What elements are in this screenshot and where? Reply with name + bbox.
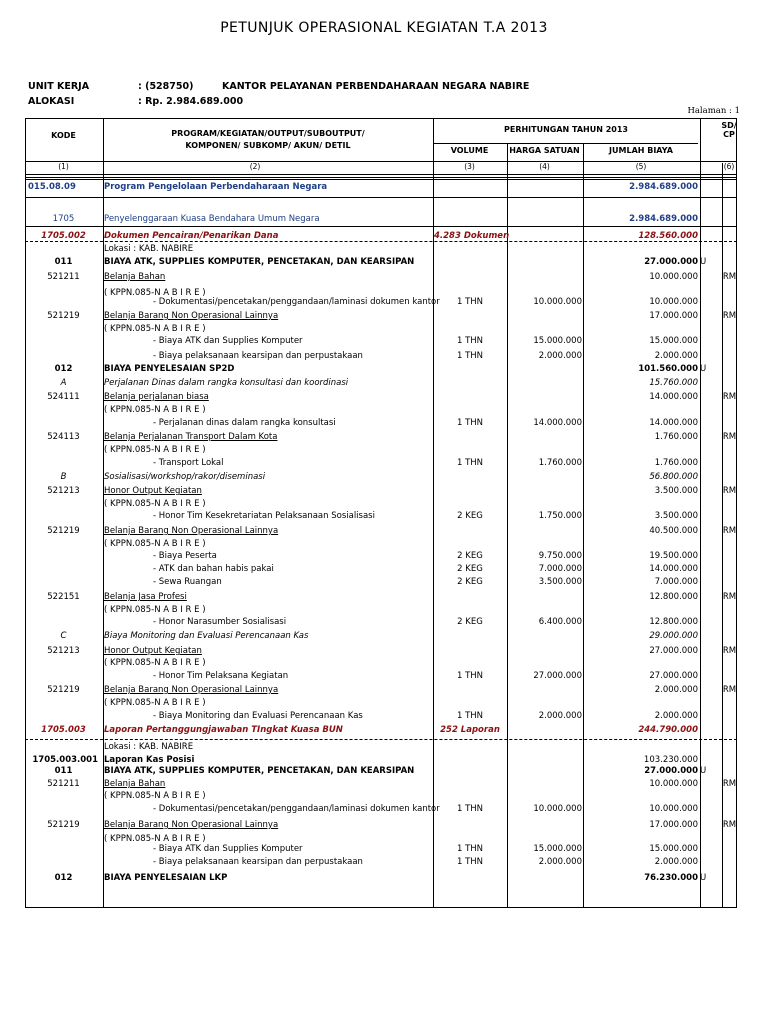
row-code: 522151: [47, 592, 80, 602]
table-row: [25, 563, 737, 576]
row-harga-satuan: 2.000.000: [538, 351, 582, 361]
row-jumlah-biaya: 12.800.000: [649, 592, 698, 602]
row-description: - Honor Tim Kesekretariatan Pelaksanaan Sosialisasi: [153, 511, 375, 521]
row-jumlah-biaya: 14.000.000: [649, 392, 698, 402]
row-jumlah-biaya: 27.000.000: [649, 646, 698, 656]
row-description: Laporan Pertanggungjawaban TIngkat Kuasa BUN: [104, 725, 343, 735]
col-num-5: (5): [635, 162, 647, 171]
row-code: A: [60, 378, 67, 388]
row-harga-satuan: 10.000.000: [533, 297, 582, 307]
table-row: [25, 630, 737, 643]
row-harga-satuan: 1.750.000: [538, 511, 582, 521]
table-row: [25, 471, 737, 484]
document-title: PETUNJUK OPERASIONAL KEGIATAN T.A 2013: [220, 20, 548, 36]
row-jumlah-biaya: 2.984.689.000: [629, 182, 698, 192]
row-harga-satuan: 9.750.000: [538, 551, 582, 561]
row-description: Lokasi : KAB. NABIRE: [104, 742, 194, 752]
table-row: [25, 819, 737, 832]
row-code: 1705.003: [41, 725, 86, 735]
row-jumlah-biaya: 3.500.000: [654, 486, 698, 496]
alokasi-value: : Rp. 2.984.689.000: [138, 96, 244, 107]
row-description: Laporan Kas Posisi: [104, 755, 195, 765]
row-description: ( KPPN.085-N A B I R E ): [104, 834, 206, 844]
table-row: [25, 510, 737, 523]
row-description: ( KPPN.085-N A B I R E ): [104, 658, 206, 668]
table-row: [25, 670, 737, 683]
row-volume: 1 THN: [456, 804, 484, 814]
row-jumlah-biaya: 3.500.000: [654, 511, 698, 521]
row-harga-satuan: 10.000.000: [533, 804, 582, 814]
row-description: Program Pengelolaan Perbendaharaan Negara: [104, 182, 328, 192]
table-row: [25, 457, 737, 470]
table-row: [25, 657, 737, 670]
row-code: 524113: [47, 432, 80, 442]
row-code: 521213: [47, 486, 80, 496]
row-volume: 2 KEG: [457, 551, 483, 561]
row-volume: 252 Laporan: [440, 725, 500, 735]
row-code: 521219: [47, 820, 80, 830]
row-code: 524111: [47, 392, 80, 402]
table-row: [25, 213, 737, 226]
col-num-6: (6): [723, 162, 735, 171]
row-volume: 1 THN: [456, 297, 484, 307]
row-sd: U: [700, 766, 707, 776]
row-jumlah-biaya: 76.230.000: [644, 873, 698, 883]
row-jumlah-biaya: 14.000.000: [649, 418, 698, 428]
row-jumlah-biaya: 103.230.000: [643, 755, 698, 765]
row-volume: 1 THN: [456, 351, 484, 361]
table-row: [25, 243, 737, 256]
unit-kerja-label: UNIT KERJA: [28, 81, 90, 92]
row-code: C: [60, 631, 67, 641]
row-cp: RM: [722, 779, 737, 789]
header-perhitungan: PERHITUNGAN TAHUN 2013: [503, 125, 628, 134]
table-row: [25, 856, 737, 869]
row-description: ( KPPN.085-N A B I R E ): [104, 698, 206, 708]
table-row: [25, 417, 737, 430]
table-row: [25, 485, 737, 498]
row-volume: 2 KEG: [457, 617, 483, 627]
row-harga-satuan: 7.000.000: [538, 564, 582, 574]
row-description: Penyelenggaraan Kuasa Bendahara Umum Negara: [104, 214, 320, 224]
row-volume: 2 KEG: [457, 577, 483, 587]
row-sd: U: [700, 257, 707, 267]
row-description: - Honor Tim Pelaksana Kegiatan: [153, 671, 289, 681]
row-jumlah-biaya: 27.000.000: [649, 671, 698, 681]
col-num-4: (4): [539, 162, 550, 171]
row-description: ( KPPN.085-N A B I R E ): [104, 445, 206, 455]
row-harga-satuan: 2.000.000: [538, 711, 582, 721]
row-volume: 1 THN: [456, 671, 484, 681]
table-row: [25, 710, 737, 723]
row-description: Honor Output Kegiatan: [104, 646, 202, 656]
row-jumlah-biaya: 244.790.000: [638, 725, 698, 735]
row-description: Sosialisasi/workshop/rakor/diseminasi: [104, 472, 266, 482]
row-volume: 1 THN: [456, 458, 484, 468]
table-row: [25, 872, 737, 885]
row-jumlah-biaya: 101.560.000: [638, 364, 698, 374]
unit-kerja-value: : (528750): [138, 81, 194, 92]
row-description: BIAYA ATK, SUPPLIES KOMPUTER, PENCETAKAN, DAN KEARSIPAN: [104, 766, 415, 776]
row-jumlah-biaya: 1.760.000: [654, 458, 698, 468]
table-row: [25, 335, 737, 348]
header-program-1: PROGRAM/KEGIATAN/OUTPUT/SUBOUTPUT/: [171, 129, 365, 138]
row-jumlah-biaya: 2.000.000: [654, 351, 698, 361]
row-jumlah-biaya: 2.984.689.000: [629, 214, 698, 224]
row-harga-satuan: 1.760.000: [538, 458, 582, 468]
table-row: [25, 550, 737, 563]
row-harga-satuan: 15.000.000: [533, 336, 582, 346]
row-jumlah-biaya: 10.000.000: [649, 297, 698, 307]
table-row: [25, 444, 737, 457]
row-description: ( KPPN.085-N A B I R E ): [104, 324, 206, 334]
row-jumlah-biaya: 15.000.000: [649, 844, 698, 854]
page-number: Halaman : 1: [687, 106, 740, 116]
row-jumlah-biaya: 10.000.000: [649, 272, 698, 282]
row-jumlah-biaya: 2.000.000: [654, 711, 698, 721]
row-sd: U: [700, 364, 707, 374]
row-harga-satuan: 27.000.000: [533, 671, 582, 681]
header-sdcp: SD/ CP: [721, 121, 737, 139]
row-code: 521219: [47, 311, 80, 321]
row-harga-satuan: 2.000.000: [538, 857, 582, 867]
row-code: 521211: [47, 779, 80, 789]
table-row: [25, 525, 737, 538]
table-row: [25, 616, 737, 629]
table-row: [25, 576, 737, 589]
row-description: - Honor Narasumber Sosialisasi: [153, 617, 287, 627]
row-jumlah-biaya: 15.000.000: [649, 336, 698, 346]
row-cp: RM: [722, 272, 737, 282]
row-code: 521219: [47, 685, 80, 695]
row-volume: 1 THN: [456, 336, 484, 346]
row-jumlah-biaya: 56.800.000: [649, 472, 698, 482]
alokasi-label: ALOKASI: [28, 96, 75, 107]
table-row: [25, 310, 737, 323]
table-row: [25, 350, 737, 363]
row-jumlah-biaya: 40.500.000: [649, 526, 698, 536]
row-code: 015.08.09: [28, 182, 76, 192]
row-code: 011: [54, 766, 73, 776]
row-cp: RM: [722, 392, 737, 402]
row-description: - Biaya ATK dan Supplies Komputer: [153, 844, 303, 854]
header-volume: VOLUME: [450, 146, 489, 155]
row-code: 521213: [47, 646, 80, 656]
row-jumlah-biaya: 1.760.000: [654, 432, 698, 442]
row-cp: RM: [722, 432, 737, 442]
table-row: [25, 271, 737, 284]
row-cp: RM: [722, 592, 737, 602]
row-description: Belanja Barang Non Operasional Lainnya: [104, 526, 279, 536]
row-volume: 2 KEG: [457, 511, 483, 521]
row-jumlah-biaya: 12.800.000: [649, 617, 698, 627]
table-row: [25, 741, 737, 754]
row-cp: RM: [722, 820, 737, 830]
row-cp: RM: [722, 646, 737, 656]
row-description: Belanja Bahan: [104, 272, 166, 282]
row-code: 012: [54, 873, 73, 883]
row-jumlah-biaya: 17.000.000: [649, 311, 698, 321]
header-program-2: KOMPONEN/ SUBKOMP/ AKUN/ DETIL: [185, 141, 351, 150]
row-description: ( KPPN.085-N A B I R E ): [104, 288, 206, 298]
row-description: - Biaya pelaksanaan kearsipan dan perpustakaan: [153, 857, 363, 867]
row-jumlah-biaya: 2.000.000: [654, 685, 698, 695]
row-cp: RM: [722, 311, 737, 321]
row-description: Belanja Barang Non Operasional Lainnya: [104, 820, 279, 830]
row-description: ( KPPN.085-N A B I R E ): [104, 791, 206, 801]
row-description: BIAYA PENYELESAIAN LKP: [104, 873, 228, 883]
row-description: Belanja perjalanan biasa: [104, 392, 209, 402]
row-description: - Biaya Peserta: [153, 551, 217, 561]
row-code: 1705.003.001: [32, 755, 98, 765]
row-description: ( KPPN.085-N A B I R E ): [104, 539, 206, 549]
row-description: ( KPPN.085-N A B I R E ): [104, 605, 206, 615]
row-code: B: [60, 472, 67, 482]
row-description: - Dokumentasi/pencetakan/penggandaan/laminasi dokumen kantor: [153, 297, 440, 307]
row-code: 521219: [47, 526, 80, 536]
row-description: - Biaya Monitoring dan Evaluasi Perencanaan Kas: [153, 711, 363, 721]
row-volume: 4.283 Dokumen: [434, 231, 510, 241]
row-description: ( KPPN.085-N A B I R E ): [104, 405, 206, 415]
table-row: [25, 790, 737, 803]
row-jumlah-biaya: 27.000.000: [644, 257, 698, 267]
table-row: [25, 256, 737, 269]
row-harga-satuan: 3.500.000: [538, 577, 582, 587]
col-num-3: (3): [464, 162, 475, 171]
header-jumlah: JUMLAH BIAYA: [609, 146, 673, 155]
row-description: Belanja Barang Non Operasional Lainnya: [104, 311, 279, 321]
row-description: Dokumen Pencairan/Penarikan Dana: [104, 231, 279, 241]
row-description: Belanja Jasa Profesi: [104, 592, 187, 602]
row-jumlah-biaya: 7.000.000: [654, 577, 698, 587]
row-volume: 1 THN: [456, 857, 484, 867]
table-row: [25, 363, 737, 376]
row-volume: 2 KEG: [457, 564, 483, 574]
row-description: Belanja Perjalanan Transport Dalam Kota: [104, 432, 278, 442]
row-description: BIAYA PENYELESAIAN SP2D: [104, 364, 235, 374]
table-row: [25, 296, 737, 309]
row-code: 011: [54, 257, 73, 267]
row-jumlah-biaya: 17.000.000: [649, 820, 698, 830]
row-description: Perjalanan Dinas dalam rangka konsultasi dan koordinasi: [104, 378, 349, 388]
table-row: [25, 697, 737, 710]
row-description: Belanja Barang Non Operasional Lainnya: [104, 685, 279, 695]
row-description: BIAYA ATK, SUPPLIES KOMPUTER, PENCETAKAN, DAN KEARSIPAN: [104, 257, 415, 267]
row-jumlah-biaya: 29.000.000: [649, 631, 698, 641]
table-row: [25, 591, 737, 604]
row-description: - Sewa Ruangan: [153, 577, 222, 587]
row-description: ( KPPN.085-N A B I R E ): [104, 499, 206, 509]
row-jumlah-biaya: 15.760.000: [649, 378, 698, 388]
header-kode: KODE: [51, 131, 76, 140]
row-description: Belanja Bahan: [104, 779, 166, 789]
row-code: 521211: [47, 272, 80, 282]
row-jumlah-biaya: 27.000.000: [644, 766, 698, 776]
row-jumlah-biaya: 10.000.000: [649, 779, 698, 789]
row-jumlah-biaya: 2.000.000: [654, 857, 698, 867]
row-volume: 1 THN: [456, 844, 484, 854]
row-cp: RM: [722, 486, 737, 496]
row-harga-satuan: 15.000.000: [533, 844, 582, 854]
row-description: - Biaya ATK dan Supplies Komputer: [153, 336, 303, 346]
row-description: - Dokumentasi/pencetakan/penggandaan/laminasi dokumen kantor: [153, 804, 440, 814]
row-harga-satuan: 14.000.000: [533, 418, 582, 428]
row-harga-satuan: 6.400.000: [538, 617, 582, 627]
table-row: [25, 803, 737, 816]
row-jumlah-biaya: 19.500.000: [649, 551, 698, 561]
table-row: [25, 724, 737, 737]
row-volume: 1 THN: [456, 711, 484, 721]
row-code: 1705.002: [41, 231, 86, 241]
row-description: Lokasi : KAB. NABIRE: [104, 244, 194, 254]
col-num-1: (1): [58, 162, 69, 171]
unit-kerja-name: KANTOR PELAYANAN PERBENDAHARAAN NEGARA NABIRE: [222, 81, 530, 92]
table-row: [25, 391, 737, 404]
row-code: 1705: [52, 214, 75, 224]
row-cp: RM: [722, 526, 737, 536]
table-row: [25, 377, 737, 390]
table-row: [25, 765, 737, 778]
row-volume: 1 THN: [456, 418, 484, 428]
table-row: [25, 684, 737, 697]
row-description: Honor Output Kegiatan: [104, 486, 202, 496]
table-row: [25, 843, 737, 856]
row-description: - Biaya pelaksanaan kearsipan dan perpustakaan: [153, 351, 363, 361]
header-harga: HARGA SATUAN: [509, 146, 580, 155]
row-code: 012: [54, 364, 73, 374]
row-jumlah-biaya: 128.560.000: [638, 231, 698, 241]
col-num-2: (2): [249, 162, 261, 171]
row-description: - ATK dan bahan habis pakai: [153, 564, 274, 574]
row-cp: RM: [722, 685, 737, 695]
table-row: [25, 181, 737, 194]
table-row: [25, 404, 737, 417]
row-description: - Transport Lokal: [153, 458, 224, 468]
row-description: - Perjalanan dinas dalam rangka konsultasi: [153, 418, 336, 428]
table-row: [25, 431, 737, 444]
row-sd: U: [700, 873, 707, 883]
row-jumlah-biaya: 14.000.000: [649, 564, 698, 574]
row-description: Biaya Monitoring dan Evaluasi Perencanaan Kas: [104, 631, 309, 641]
row-jumlah-biaya: 10.000.000: [649, 804, 698, 814]
